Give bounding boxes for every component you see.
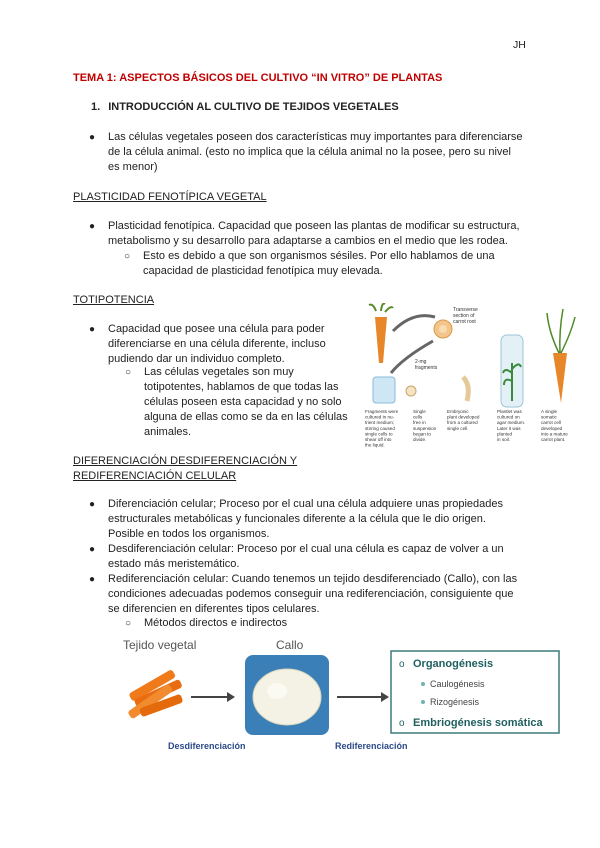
caption-single-cells: Single cells free in suspension began to divide.	[413, 409, 437, 442]
label-tejido-vegetal: Tejido vegetal	[123, 638, 197, 652]
plasticidad-sub-line: Esto es debido a que son organismos sésiles. Por ello hablamos de una	[143, 250, 495, 262]
diferenciacion-line: Diferenciación celular; Proceso por el cual una célula adquiere unas propiedades	[108, 498, 504, 510]
arrow-head-icon	[381, 692, 389, 702]
embryo-illustration	[463, 377, 468, 401]
bullet-circle-icon: ○	[125, 367, 132, 378]
totipotencia-subbullet	[125, 365, 359, 440]
rediferenciacion-line: condiciones adecuadas podemos conseguir una rediferenciación, consiguiente que	[108, 588, 514, 600]
flask-illustration	[373, 377, 395, 403]
transverse-label: Transverse section of carrot root	[453, 307, 478, 325]
diferenciacion-line: estructurales metabólicas y funcionales diferente a la célula que le dio origen.	[108, 513, 486, 525]
bullet-dot-icon	[421, 682, 425, 686]
heading-diferenciacion-2: REDIFERENCIACIÓN CELULAR	[73, 470, 237, 482]
section-number: 1.	[91, 101, 101, 113]
transverse-section-core	[439, 325, 447, 333]
label-rediferenciacion: Rediferenciación	[335, 741, 408, 751]
bullet-dot-icon	[421, 700, 425, 704]
label-callo: Callo	[276, 638, 304, 652]
arrow-head-icon	[227, 692, 235, 702]
rediferenciacion-line: Rediferenciación celular: Cuando tenemos un tejido desdiferenciado (Callo), con las	[108, 573, 518, 585]
totipotencia-line: Capacidad que posee una célula para poder	[108, 323, 325, 335]
heading-diferenciacion-1: DIFERENCIACIÓN DESDIFERENCIACIÓN Y	[73, 455, 298, 467]
section-title: INTRODUCCIÓN AL CULTIVO DE TEJIDOS VEGETALES	[108, 101, 399, 113]
dedifferentiation-figure	[123, 637, 563, 757]
carrot-sticks-illustration	[127, 669, 183, 719]
totipotencia-sub-line: células poseen esta capacidad y no solo	[144, 396, 342, 408]
totipotencia-sub-line: alguna de ellas como se da en las células	[144, 411, 348, 423]
desdiferenciacion-bullet	[89, 542, 558, 572]
arrow-icon	[393, 316, 435, 331]
bullet-dot-icon: ●	[89, 499, 96, 510]
caption-fragments: Fragments were cultured in nu-trient medium; stirring caused single cells to shear off into the liquid.	[365, 409, 399, 448]
caption-plantlet: Plantlet was cultured on agar medium. Later it was planted in soil.	[497, 409, 526, 442]
label-rizogenesis: Rizogénesis	[430, 697, 480, 707]
bullet-circle-icon: o	[399, 659, 405, 670]
totipotencia-line: pudiendo dar un individuo completo.	[108, 353, 285, 365]
carrot-leaves-illustration	[547, 309, 575, 353]
plasticidad-sub-line: capacidad de plasticidad fenotípica muy elevada.	[143, 265, 383, 277]
totipotencia-line: diferenciarse en una célula diferente, incluso	[108, 338, 326, 350]
bullet-dot-icon: ●	[89, 574, 96, 585]
heading-totipotencia: TOTIPOTENCIA	[73, 294, 155, 306]
metodos-subbullet	[125, 616, 444, 631]
single-cell-illustration	[406, 386, 416, 396]
bullet-circle-icon: ○	[125, 618, 132, 629]
callus-highlight	[267, 683, 287, 699]
carrot-cloning-figure	[363, 303, 581, 455]
label-embriogenesis: Embriogénesis somática	[413, 717, 543, 729]
heading-plasticidad: PLASTICIDAD FENOTÍPICA VEGETAL	[73, 191, 267, 203]
bullet-dot-icon: ●	[89, 221, 96, 232]
caption-embryonic: Embryonic plant developed from a cultured single cell.	[447, 409, 480, 431]
diferenciacion-line: Posible en todos los organismos.	[108, 528, 270, 540]
intro-line: de la célula animal. (esto no implica que la célula animal no la posee, pero su nivel	[108, 146, 511, 158]
diferenciacion-bullet	[89, 497, 558, 542]
rediferenciacion-bullet	[89, 572, 558, 617]
metodos-line: Métodos directos e indirectos	[144, 617, 288, 629]
intro-line: Las células vegetales poseen dos características muy importantes para diferenciarse	[108, 131, 523, 143]
totipotencia-sub-line: Las células vegetales son muy	[144, 366, 294, 378]
totipotencia-bullet	[89, 322, 358, 367]
caption-somatic: A single somatic carrot cell developed into a mature carrot plant.	[541, 409, 568, 442]
intro-bullet	[89, 130, 548, 175]
desdiferenciacion-line: estado más meristemático.	[108, 558, 240, 570]
plasticidad-line: metabolismo y su desarrollo para adaptarse a cambios en el medio que les rodea.	[108, 235, 508, 247]
totipotencia-sub-line: totipotentes, hablamos de que todas las	[144, 381, 339, 393]
bullet-circle-icon: ○	[124, 251, 131, 262]
section-heading-1	[91, 100, 399, 115]
header-initials: JH	[513, 39, 526, 51]
mature-carrot-illustration	[553, 353, 567, 403]
desdiferenciacion-line: Desdiferenciación celular: Proceso por el cual una célula es capaz de volver a un	[108, 543, 504, 555]
plasticidad-subbullet	[124, 249, 543, 279]
label-desdiferenciacion: Desdiferenciación	[168, 741, 246, 751]
topic-title: TEMA 1: ASPECTOS BÁSICOS DEL CULTIVO “IN VITRO” DE PLANTAS	[73, 72, 443, 84]
bullet-dot-icon: ●	[89, 132, 96, 143]
label-organogenesis: Organogénesis	[413, 658, 494, 670]
bullet-dot-icon: ●	[89, 544, 96, 555]
label-caulogenesis: Caulogénesis	[430, 679, 485, 689]
rediferenciacion-line: se diferencien en diferentes tipos celulares.	[108, 603, 320, 615]
plasticidad-bullet	[89, 219, 548, 249]
bullet-dot-icon: ●	[89, 324, 96, 335]
carrot-root-illustration	[369, 304, 393, 363]
callus-illustration	[253, 669, 321, 725]
intro-line: es menor)	[108, 161, 158, 173]
plasticidad-line: Plasticidad fenotípica. Capacidad que poseen las plantas de modificar su estructura,	[108, 220, 520, 232]
totipotencia-sub-line: animales.	[144, 426, 192, 438]
fragments-label: 2-mg fragments	[415, 359, 438, 371]
bullet-circle-icon: o	[399, 718, 405, 729]
